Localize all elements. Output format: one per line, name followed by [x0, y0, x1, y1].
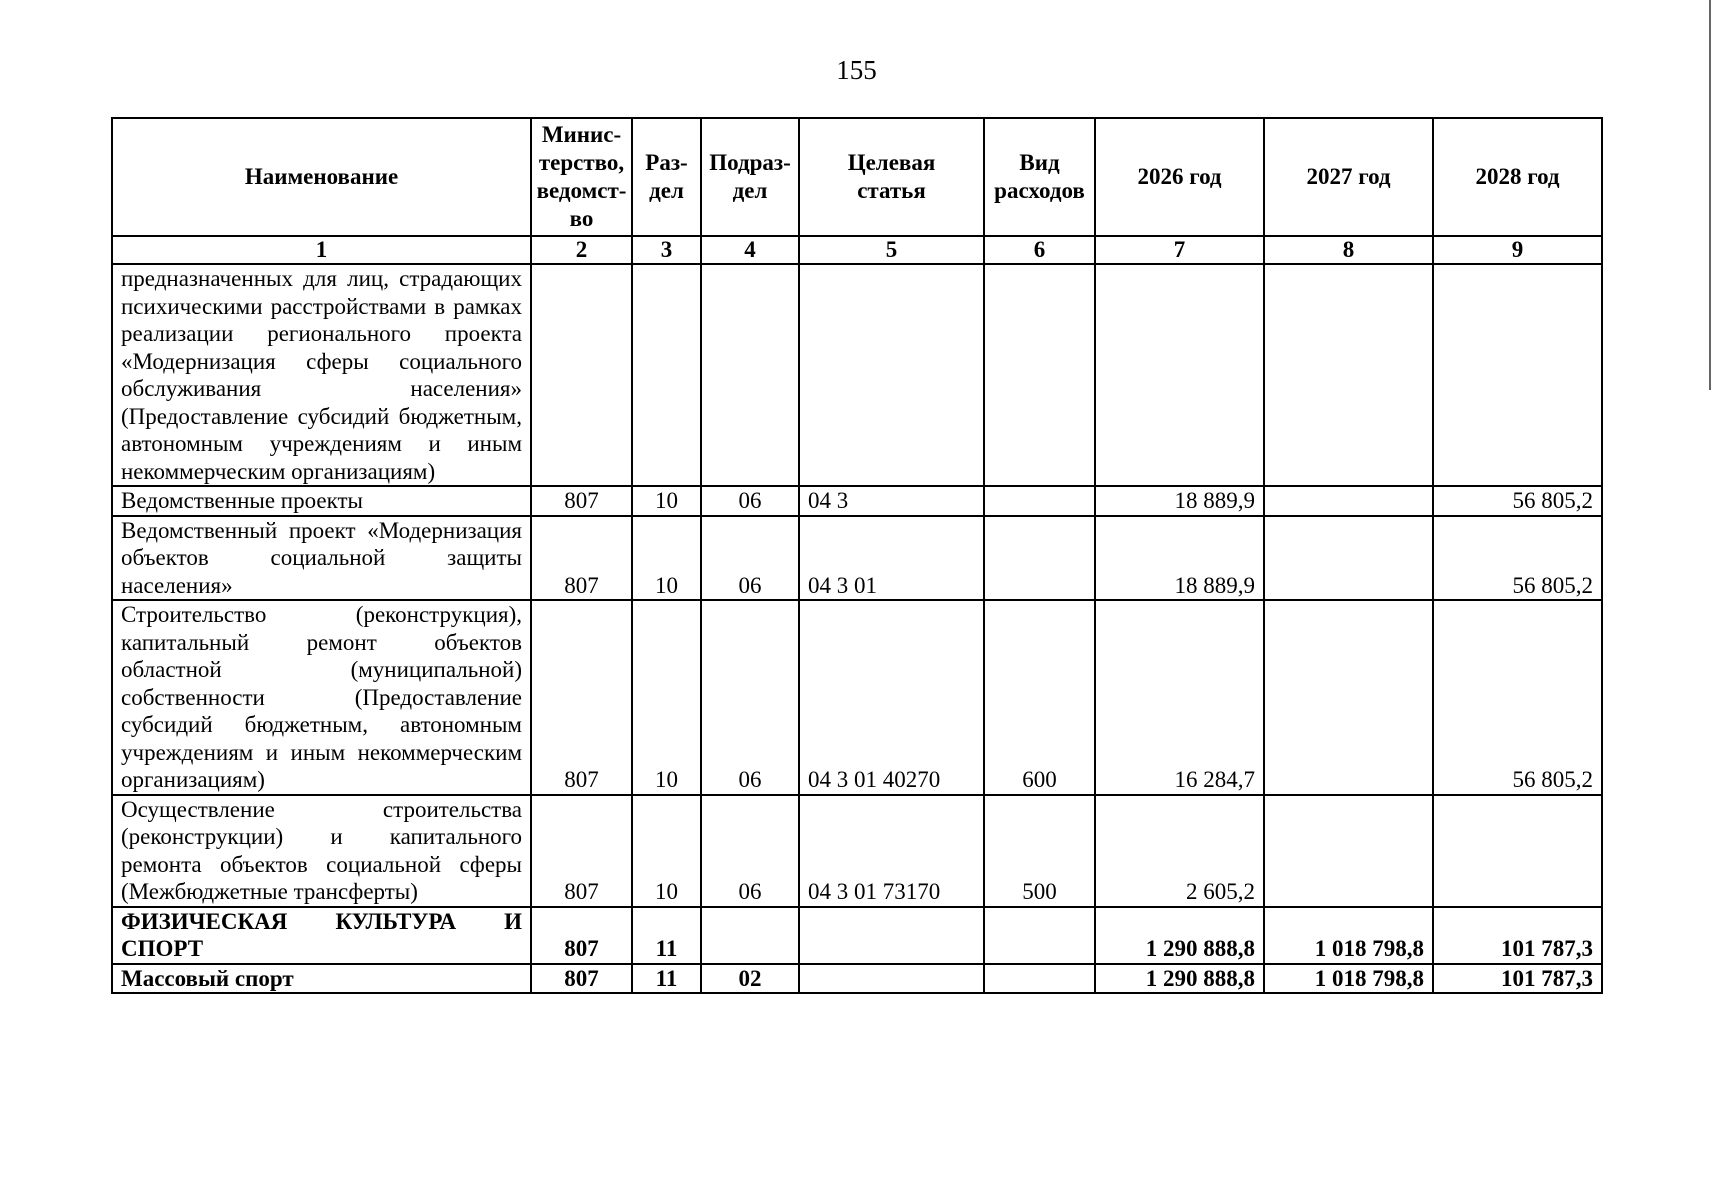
row-name: Ведомственный проект «Модернизация объектов социальной защиты населения» — [112, 516, 531, 601]
row-name: предназначенных для лиц, страдающих психическими расстройствами в рамках реализации регионального проекта «Модернизация сферы социального обслуживания населения» (Предоставление субсидий бюджетным, автономным учреждениям и иным некоммерческим организациям) — [112, 264, 531, 486]
row-amount-2028 — [1433, 264, 1602, 486]
row-name: Массовый спорт — [112, 964, 531, 994]
row-target-article — [799, 907, 984, 964]
table-row — [112, 907, 1602, 964]
row-amount-2026: 1 290 888,8 — [1095, 964, 1264, 994]
row-target-article: 04 3 01 — [799, 516, 984, 601]
header-year-2026: 2026 год — [1095, 118, 1264, 236]
table-body — [112, 264, 1602, 993]
row-amount-2028: 101 787,3 — [1433, 964, 1602, 994]
row-section: 10 — [632, 516, 701, 601]
header-name: Наименование — [112, 118, 531, 236]
column-number: 5 — [799, 236, 984, 264]
row-expense-kind — [984, 264, 1095, 486]
row-name: Осуществление строительства (реконструкции) и капитального ремонта объектов социальной сферы (Межбюджетные трансферты) — [112, 795, 531, 907]
header-row — [112, 118, 1602, 236]
row-name: Строительство (реконструкция), капитальный ремонт объектов областной (муниципальной) собственности (Предоставление субсидий бюджетным, автономным учреждениям и иным некоммерческим организациям) — [112, 600, 531, 795]
row-amount-2027 — [1264, 516, 1433, 601]
row-amount-2027 — [1264, 600, 1433, 795]
column-number: 1 — [112, 236, 531, 264]
row-amount-2027: 1 018 798,8 — [1264, 964, 1433, 994]
header-year-2027: 2027 год — [1264, 118, 1433, 236]
row-ministry: 807 — [531, 516, 632, 601]
row-amount-2026: 1 290 888,8 — [1095, 907, 1264, 964]
row-target-article: 04 3 01 40270 — [799, 600, 984, 795]
row-amount-2028: 101 787,3 — [1433, 907, 1602, 964]
table-row — [112, 264, 1602, 486]
header-target-article: Целевая статья — [799, 118, 984, 236]
row-amount-2028: 56 805,2 — [1433, 516, 1602, 601]
row-subsection: 06 — [701, 795, 799, 907]
row-ministry: 807 — [531, 907, 632, 964]
row-expense-kind: 600 — [984, 600, 1095, 795]
column-number: 4 — [701, 236, 799, 264]
row-subsection: 02 — [701, 964, 799, 994]
budget-table — [111, 117, 1603, 994]
row-amount-2028: 56 805,2 — [1433, 486, 1602, 516]
row-name: Ведомственные проекты — [112, 486, 531, 516]
row-ministry — [531, 264, 632, 486]
row-target-article: 04 3 — [799, 486, 984, 516]
row-ministry: 807 — [531, 486, 632, 516]
row-amount-2028 — [1433, 795, 1602, 907]
header-ministry: Минис- терство, ведомст- во — [531, 118, 632, 236]
column-number-row — [112, 236, 1602, 264]
row-expense-kind — [984, 964, 1095, 994]
row-expense-kind — [984, 907, 1095, 964]
row-section: 10 — [632, 600, 701, 795]
row-target-article — [799, 264, 984, 486]
table-row — [112, 516, 1602, 601]
row-expense-kind: 500 — [984, 795, 1095, 907]
row-section — [632, 264, 701, 486]
column-number: 6 — [984, 236, 1095, 264]
row-subsection: 06 — [701, 600, 799, 795]
row-amount-2027 — [1264, 795, 1433, 907]
row-subsection: 06 — [701, 516, 799, 601]
row-target-article: 04 3 01 73170 — [799, 795, 984, 907]
row-amount-2026: 2 605,2 — [1095, 795, 1264, 907]
row-amount-2026: 16 284,7 — [1095, 600, 1264, 795]
header-expense-kind: Вид расходов — [984, 118, 1095, 236]
row-name: ФИЗИЧЕСКАЯ КУЛЬТУРА И СПОРТ — [112, 907, 531, 964]
row-subsection: 06 — [701, 486, 799, 516]
column-number: 7 — [1095, 236, 1264, 264]
row-expense-kind — [984, 486, 1095, 516]
column-number: 3 — [632, 236, 701, 264]
header-subsection: Подраз- дел — [701, 118, 799, 236]
row-amount-2026: 18 889,9 — [1095, 486, 1264, 516]
table-row — [112, 964, 1602, 994]
table-row — [112, 486, 1602, 516]
row-subsection — [701, 264, 799, 486]
row-target-article — [799, 964, 984, 994]
page-number: 155 — [836, 55, 877, 85]
header-year-2028: 2028 год — [1433, 118, 1602, 236]
row-amount-2027 — [1264, 264, 1433, 486]
row-amount-2027 — [1264, 486, 1433, 516]
row-ministry: 807 — [531, 964, 632, 994]
row-section: 10 — [632, 795, 701, 907]
row-section: 11 — [632, 964, 701, 994]
row-amount-2026 — [1095, 264, 1264, 486]
row-ministry: 807 — [531, 600, 632, 795]
row-amount-2028: 56 805,2 — [1433, 600, 1602, 795]
header-section: Раз- дел — [632, 118, 701, 236]
table-row — [112, 795, 1602, 907]
row-ministry: 807 — [531, 795, 632, 907]
row-amount-2026: 18 889,9 — [1095, 516, 1264, 601]
column-number: 8 — [1264, 236, 1433, 264]
row-amount-2027: 1 018 798,8 — [1264, 907, 1433, 964]
row-section: 10 — [632, 486, 701, 516]
column-number: 9 — [1433, 236, 1602, 264]
column-number: 2 — [531, 236, 632, 264]
scan-edge-mark — [1709, 0, 1711, 390]
row-expense-kind — [984, 516, 1095, 601]
row-subsection — [701, 907, 799, 964]
row-section: 11 — [632, 907, 701, 964]
table-row — [112, 600, 1602, 795]
